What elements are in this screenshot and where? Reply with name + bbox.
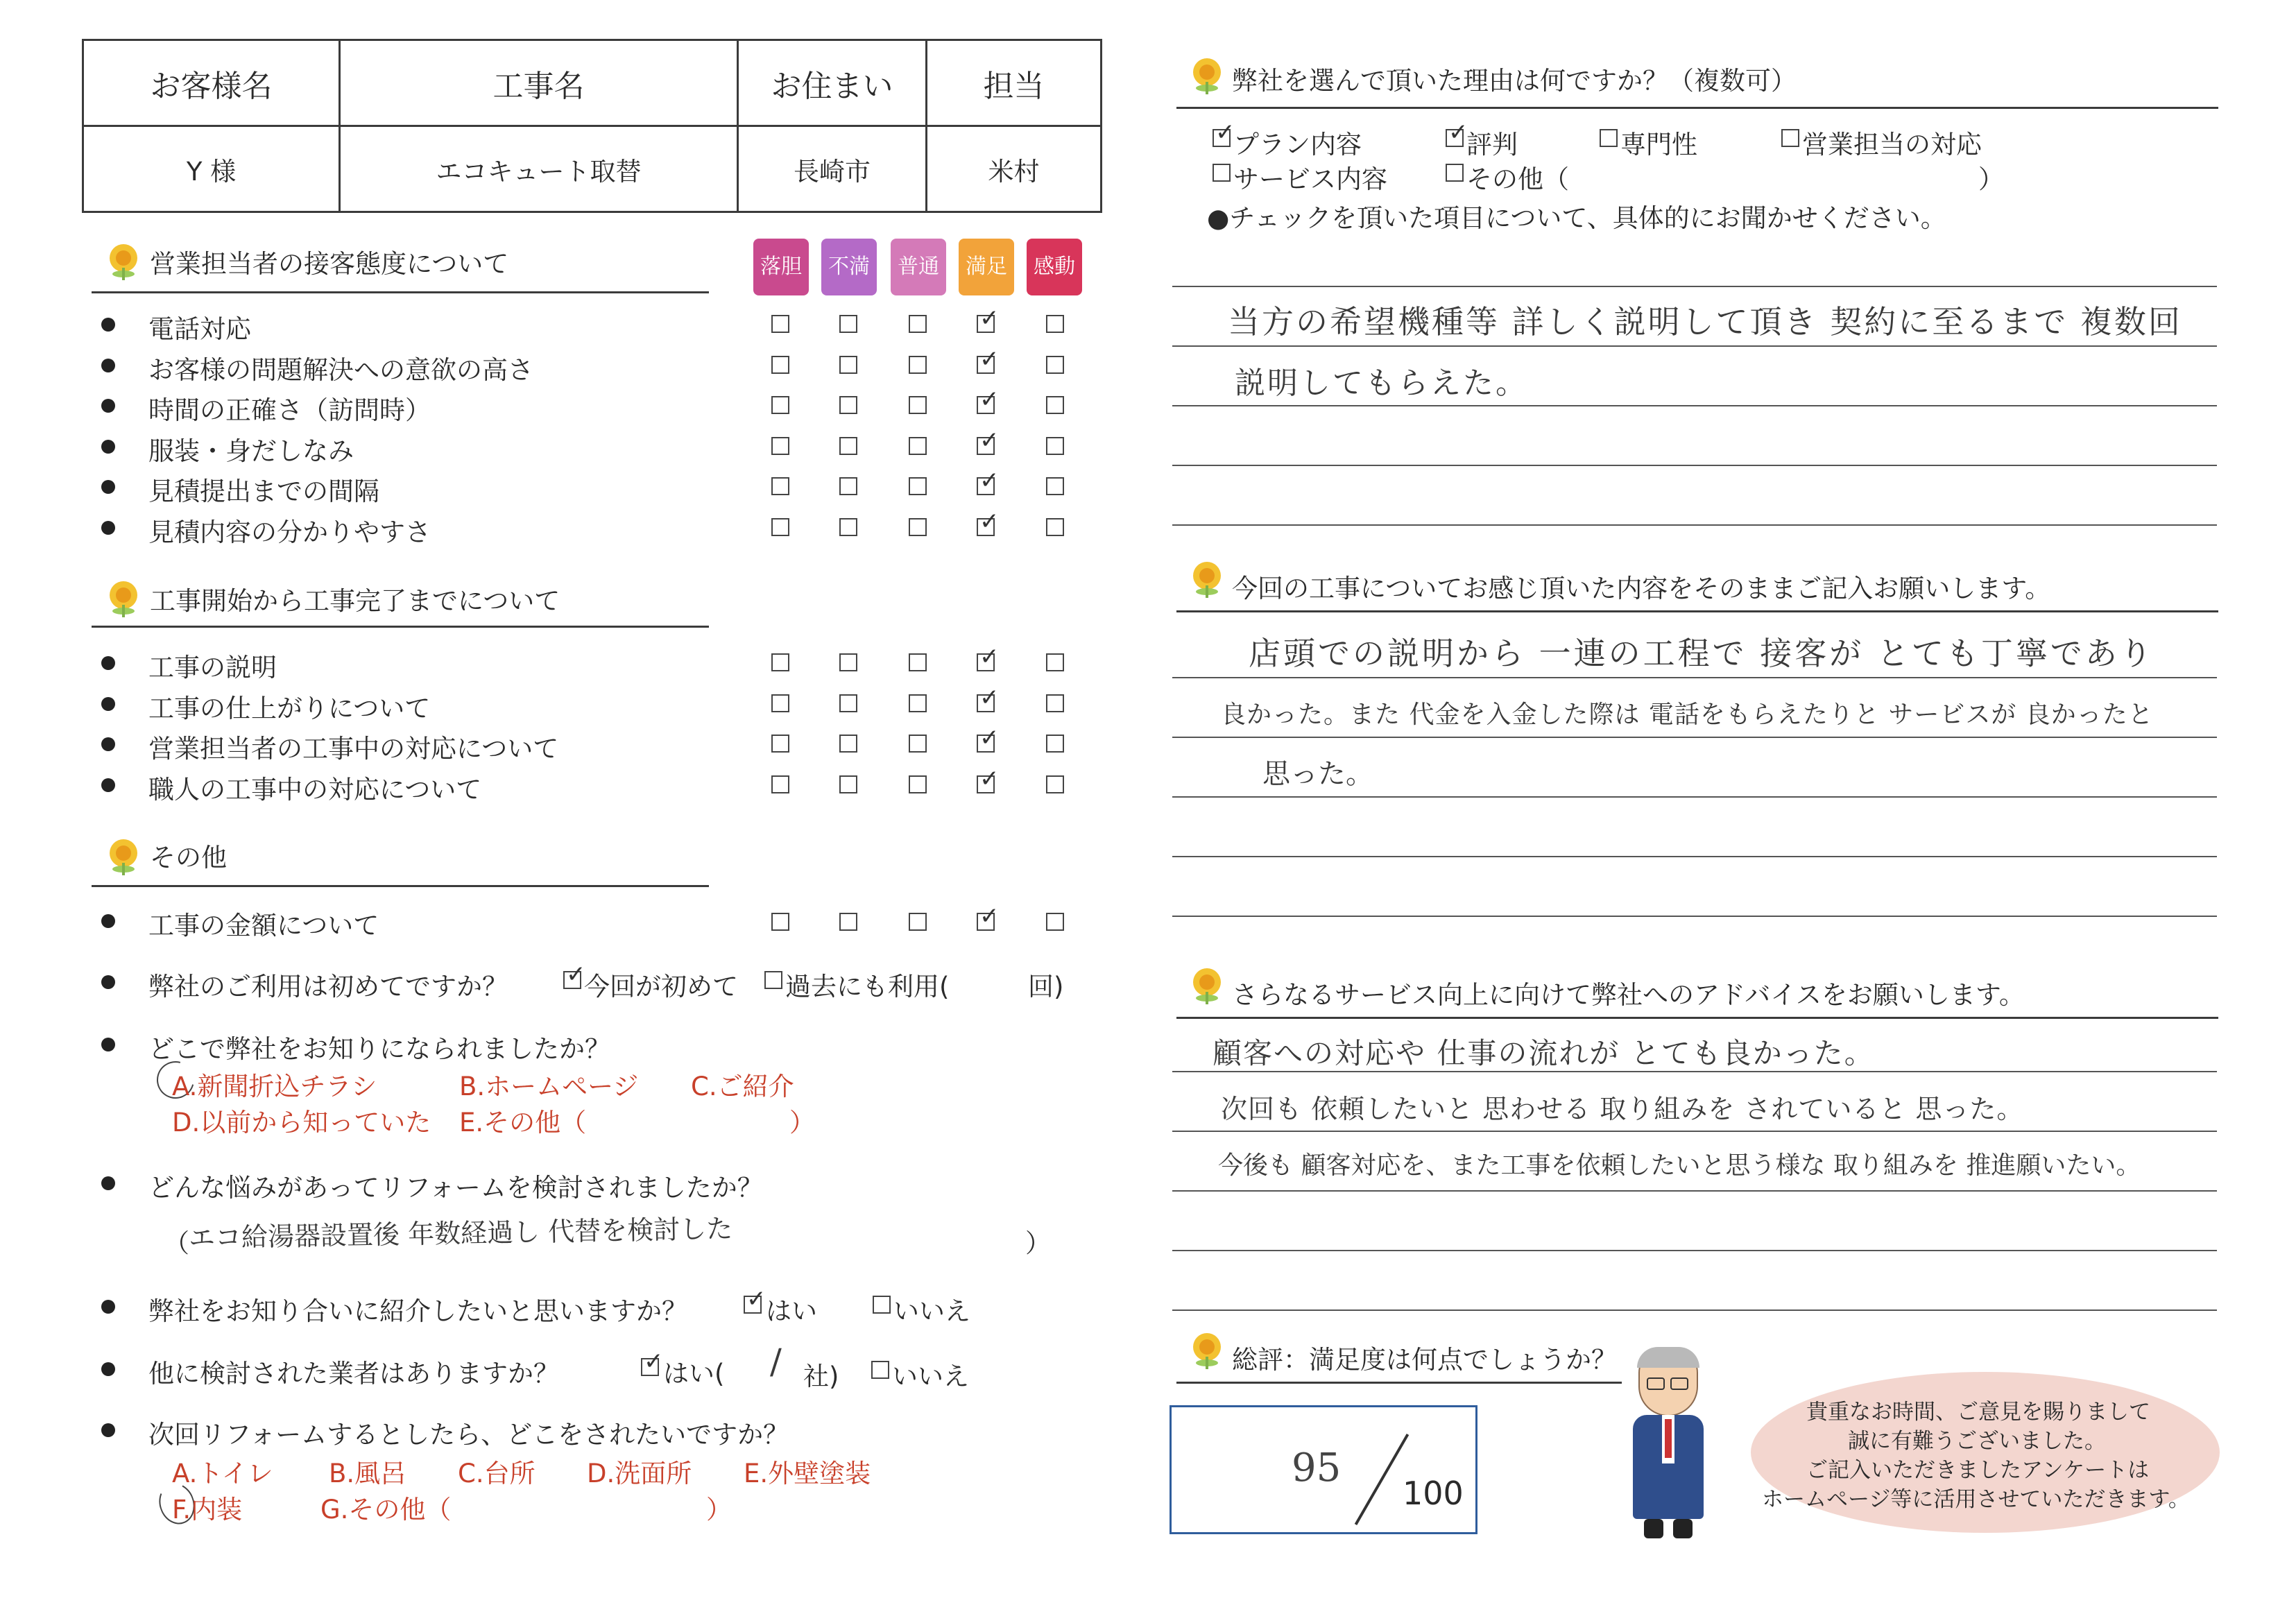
rating-checkbox-dissatisfied[interactable] [839,356,857,374]
header-customer: お客様名 [83,40,340,126]
rating-item-label: 職人の工事中の対応について [148,774,482,805]
scale-label-poor: 落胆 [753,239,809,295]
other-vendors-yes-label: はい( [663,1359,725,1389]
price-item-label: 工事の金額について [148,911,379,941]
thanks-line-3: ご記入いただきましたアンケートは [1806,1458,2150,1483]
reason-reputation-checkbox[interactable] [1446,129,1464,147]
next-reform-option-e[interactable]: E.外壁塗装 [744,1459,871,1488]
refer-no-label: いいえ [893,1296,970,1326]
other-vendors-count: / [770,1341,782,1382]
overall-title: 総評：満足度は何点でしょうか？ [1232,1345,1617,1375]
staff-name: 米村 [927,126,1102,212]
rating-checkbox-dissatisfied[interactable] [839,315,857,333]
overall-max: 100 [1403,1475,1464,1512]
concern-answer: エコ給湯器設置後 年数経過し 代替を検討した [188,1213,733,1253]
rating-checkbox-dissatisfied[interactable] [839,396,857,414]
answer-line [1172,286,2217,287]
thanks-line-1: 貴重なお時間、ご意見を賜りまして [1806,1400,2150,1425]
rating-checkbox-moved[interactable] [1046,775,1064,793]
answer-line [1172,1131,2217,1132]
rating-checkbox-satisfied[interactable] [977,518,995,536]
answer-line [1172,856,2217,857]
scale-label-moved: 感動 [1027,239,1082,295]
bullet [101,656,115,670]
rating-checkbox-poor[interactable] [771,775,789,793]
rating-checkbox-dissatisfied[interactable] [839,735,857,753]
rating-checkbox-satisfied[interactable] [977,735,995,753]
divider [92,291,709,293]
next-reform-option-d[interactable]: D.洗面所 [587,1459,692,1488]
next-reform-option-b[interactable]: B.風呂 [329,1459,406,1488]
bullet [101,521,115,535]
rating-checkbox-normal[interactable] [909,356,927,374]
rating-checkbox-moved[interactable] [1046,437,1064,455]
flower-icon [1192,58,1222,94]
bullet [101,1362,115,1376]
rating-checkbox-moved[interactable] [1046,396,1064,414]
other-vendors-unit: 社) [803,1362,839,1391]
bullet [101,975,115,989]
how-known-option-b[interactable]: B.ホームページ [459,1072,639,1101]
rating-item-label: 工事の説明 [148,653,277,682]
past-use-unit: 回) [1028,972,1064,1002]
flower-icon [108,839,139,875]
divider [1176,1017,2218,1019]
other-vendors-question: 他に検討された業者はありますか？ [148,1359,559,1389]
price-rating-satisfied[interactable] [977,913,995,931]
overall-score: 95 [1292,1445,1342,1491]
rating-checkbox-poor[interactable] [771,477,789,495]
divider [1176,107,2218,109]
impressions-answer-line-1: 店頭での説明から 一連の工程で 接客が とても丁寧であり [1249,635,2154,672]
concern-open-paren: （ [164,1228,189,1258]
answer-line [1172,524,2217,526]
scale-label-dissatisfied: 不満 [821,239,877,295]
rating-checkbox-poor[interactable] [771,694,789,712]
bullet [101,914,115,928]
reasons-title: 弊社を選んで頂いた理由は何ですか？（複数可） [1232,66,1797,96]
refer-yes-label: はい [766,1296,817,1326]
other-vendors-no-checkbox[interactable] [871,1361,889,1379]
rating-checkbox-satisfied[interactable] [977,396,995,414]
next-reform-question: 次回リフォームするとしたら、どこをされたいですか？ [148,1420,789,1450]
answer-line [1172,1309,2217,1311]
refer-question: 弊社をお知り合いに紹介したいと思いますか？ [148,1296,687,1326]
flower-icon [1192,968,1222,1004]
answer-line [1172,916,2217,917]
rating-checkbox-dissatisfied[interactable] [839,477,857,495]
divider [1176,1382,1622,1384]
rating-checkbox-dissatisfied[interactable] [839,653,857,671]
section1-title: 営業担当者の接客態度について [150,249,509,279]
divider [92,885,709,887]
other-vendors-no-label: いいえ [892,1362,969,1391]
thanks-line-4: ホームページ等に活用させていただきます。 [1762,1487,2190,1512]
answer-line [1172,796,2217,798]
impressions-answer-line-2: 良かった。また 代金を入金した際は 電話をもらえたりと サービスが 良かったと [1221,701,2154,729]
how-known-option-c[interactable]: C.ご紹介 [691,1072,794,1101]
rating-checkbox-normal[interactable] [909,477,927,495]
rating-checkbox-normal[interactable] [909,653,927,671]
reason-expertise-label: 専門性 [1620,130,1697,160]
reason-sales-response-checkbox[interactable] [1781,129,1799,147]
thanks-line-2: 誠に有難うございました。 [1848,1429,2106,1454]
advice-answer-line-1: 顧客への対応や 仕事の流れが とても良かった。 [1213,1036,1875,1070]
reasons-answer-line-2: 説明してもらえた。 [1235,366,1528,401]
reason-other-close: ） [1978,164,2004,194]
bullet [101,737,115,751]
bullet [101,440,115,454]
next-reform-option-c[interactable]: C.台所 [458,1459,536,1488]
reason-expertise-checkbox[interactable] [1600,129,1618,147]
rating-item-label: 工事の仕上がりについて [148,693,431,723]
rating-checkbox-satisfied[interactable] [977,437,995,455]
past-use-checkbox[interactable] [764,971,782,989]
reason-reputation-label: 評判 [1466,130,1518,160]
reason-sales-response-label: 営業担当の対応 [1802,130,1982,160]
bullet [101,778,115,792]
rating-checkbox-satisfied[interactable] [977,653,995,671]
next-reform-option-f[interactable]: F.内装 [172,1495,243,1525]
price-rating-normal[interactable] [909,913,927,931]
rating-checkbox-satisfied[interactable] [977,477,995,495]
section2-title: 工事開始から工事完了までについて [150,586,560,616]
answer-line [1172,345,2217,347]
refer-no-checkbox[interactable] [873,1296,891,1314]
rating-checkbox-satisfied[interactable] [977,356,995,374]
customer-name: Y 様 [83,126,340,212]
flower-icon [108,244,139,280]
flower-icon [108,581,139,617]
price-rating-moved[interactable] [1046,913,1064,931]
rating-checkbox-moved[interactable] [1046,356,1064,374]
bullet [101,318,115,332]
rating-checkbox-normal[interactable] [909,518,927,536]
project-name: エコキュート取替 [340,126,738,212]
bullet [101,1300,115,1314]
answer-line [1172,405,2217,406]
rating-checkbox-moved[interactable] [1046,518,1064,536]
divider [1176,610,2218,612]
header-address: お住まい [738,40,927,126]
rating-checkbox-dissatisfied[interactable] [839,694,857,712]
answer-line [1172,677,2217,678]
next-reform-option-g[interactable]: G.その他（ [320,1495,452,1525]
rating-item-label: 電話対応 [148,314,251,344]
rating-checkbox-normal[interactable] [909,315,927,333]
refer-yes-checkbox[interactable] [744,1296,762,1314]
rating-checkbox-moved[interactable] [1046,735,1064,753]
advice-answer-line-3: 今後も 顧客対応を、また工事を依頼したいと思う様な 取り組みを 推進願いたい。 [1218,1151,2141,1180]
rating-checkbox-satisfied[interactable] [977,694,995,712]
flower-icon [1192,1333,1222,1369]
how-known-question: どこで弊社をお知りになられましたか？ [148,1034,610,1064]
rating-item-label: 見積内容の分かりやすさ [148,517,431,547]
price-rating-poor[interactable] [771,913,789,931]
how-known-option-a[interactable]: A.新聞折込チラシ [172,1072,377,1101]
section3-title: その他 [150,843,227,873]
rating-checkbox-poor[interactable] [771,356,789,374]
rating-checkbox-dissatisfied[interactable] [839,518,857,536]
rating-checkbox-moved[interactable] [1046,694,1064,712]
customer-info-table [82,39,1102,213]
rating-checkbox-poor[interactable] [771,396,789,414]
bullet [101,480,115,494]
bullet [101,359,115,372]
rating-checkbox-dissatisfied[interactable] [839,437,857,455]
how-known-option-e-close: ） [789,1108,815,1137]
answer-line [1172,737,2217,738]
advice-answer-line-2: 次回も 依頼したいと 思わせる 取り組みを されていると 思った。 [1221,1094,2024,1124]
rating-item-label: 服装・身だしなみ [148,436,354,466]
rating-checkbox-poor[interactable] [771,315,789,333]
first-use-checkbox[interactable] [563,971,581,989]
how-known-option-e[interactable]: E.その他（ [459,1108,587,1137]
flower-icon [1192,562,1222,598]
reasons-detail-prompt: ●チェックを頂いた項目について、具体的にお聞かせください。 [1207,203,1946,233]
rating-checkbox-normal[interactable] [909,775,927,793]
rating-item-label: 時間の正確さ（訪問時） [148,395,431,426]
rating-checkbox-satisfied[interactable] [977,775,995,793]
rating-checkbox-moved[interactable] [1046,653,1064,671]
rating-checkbox-dissatisfied[interactable] [839,775,857,793]
concern-question: どんな悩みがあってリフォームを検討されましたか？ [148,1173,763,1203]
mascot-illustration [1623,1347,1713,1541]
first-use-question: 弊社のご利用は初めてですか？ [148,972,508,1002]
rating-checkbox-poor[interactable] [771,653,789,671]
answer-line [1172,465,2217,466]
reason-other-checkbox[interactable] [1446,164,1464,182]
reasons-answer-line-1: 当方の希望機種等 詳しく説明して頂き 契約に至るまで 複数回 [1228,303,2182,341]
reason-other-label: その他（ [1466,164,1569,194]
rating-checkbox-moved[interactable] [1046,315,1064,333]
past-use-option-label: 過去にも利用( [785,972,950,1002]
reason-plan-checkbox[interactable] [1213,129,1231,147]
rating-checkbox-satisfied[interactable] [977,315,995,333]
bullet [101,1176,115,1190]
rating-item-label: 見積提出までの間隔 [148,476,379,507]
reason-service-label: サービス内容 [1233,164,1387,194]
rating-checkbox-normal[interactable] [909,396,927,414]
concern-close-paren: ） [1025,1228,1051,1258]
scale-label-satisfied: 満足 [959,239,1014,295]
rating-checkbox-normal[interactable] [909,437,927,455]
divider [92,626,709,628]
header-project: 工事名 [340,40,738,126]
impressions-answer-line-3: 思った。 [1262,758,1373,790]
rating-checkbox-moved[interactable] [1046,477,1064,495]
other-vendors-yes-checkbox[interactable] [641,1358,659,1376]
scale-label-normal: 普通 [891,239,946,295]
address: 長崎市 [738,126,927,212]
bullet [101,1423,115,1437]
rating-item-label: お客様の問題解決への意欲の高さ [148,354,533,385]
first-use-option-label: 今回が初めて [584,972,738,1002]
impressions-title: 今回の工事についてお感じ頂いた内容をそのままご記入お願いします。 [1232,574,2051,603]
price-rating-dissatisfied[interactable] [839,913,857,931]
reason-service-checkbox[interactable] [1213,164,1231,182]
bullet [101,1038,115,1051]
bullet [101,399,115,413]
bullet [101,697,115,711]
answer-line [1172,1190,2217,1192]
answer-line [1172,1250,2217,1251]
rating-checkbox-poor[interactable] [771,735,789,753]
reason-plan-label: プラン内容 [1233,130,1362,160]
next-reform-option-g-close: ） [706,1495,732,1525]
header-staff: 担当 [927,40,1102,126]
rating-checkbox-poor[interactable] [771,437,789,455]
rating-checkbox-poor[interactable] [771,518,789,536]
rating-checkbox-normal[interactable] [909,735,927,753]
how-known-option-d[interactable]: D.以前から知っていた [172,1108,431,1137]
advice-title: さらなるサービス向上に向けて弊社へのアドバイスをお願いします。 [1232,980,2025,1010]
rating-item-label: 営業担当者の工事中の対応について [148,734,559,764]
next-reform-option-a[interactable]: A.トイレ [172,1459,273,1488]
rating-checkbox-normal[interactable] [909,694,927,712]
